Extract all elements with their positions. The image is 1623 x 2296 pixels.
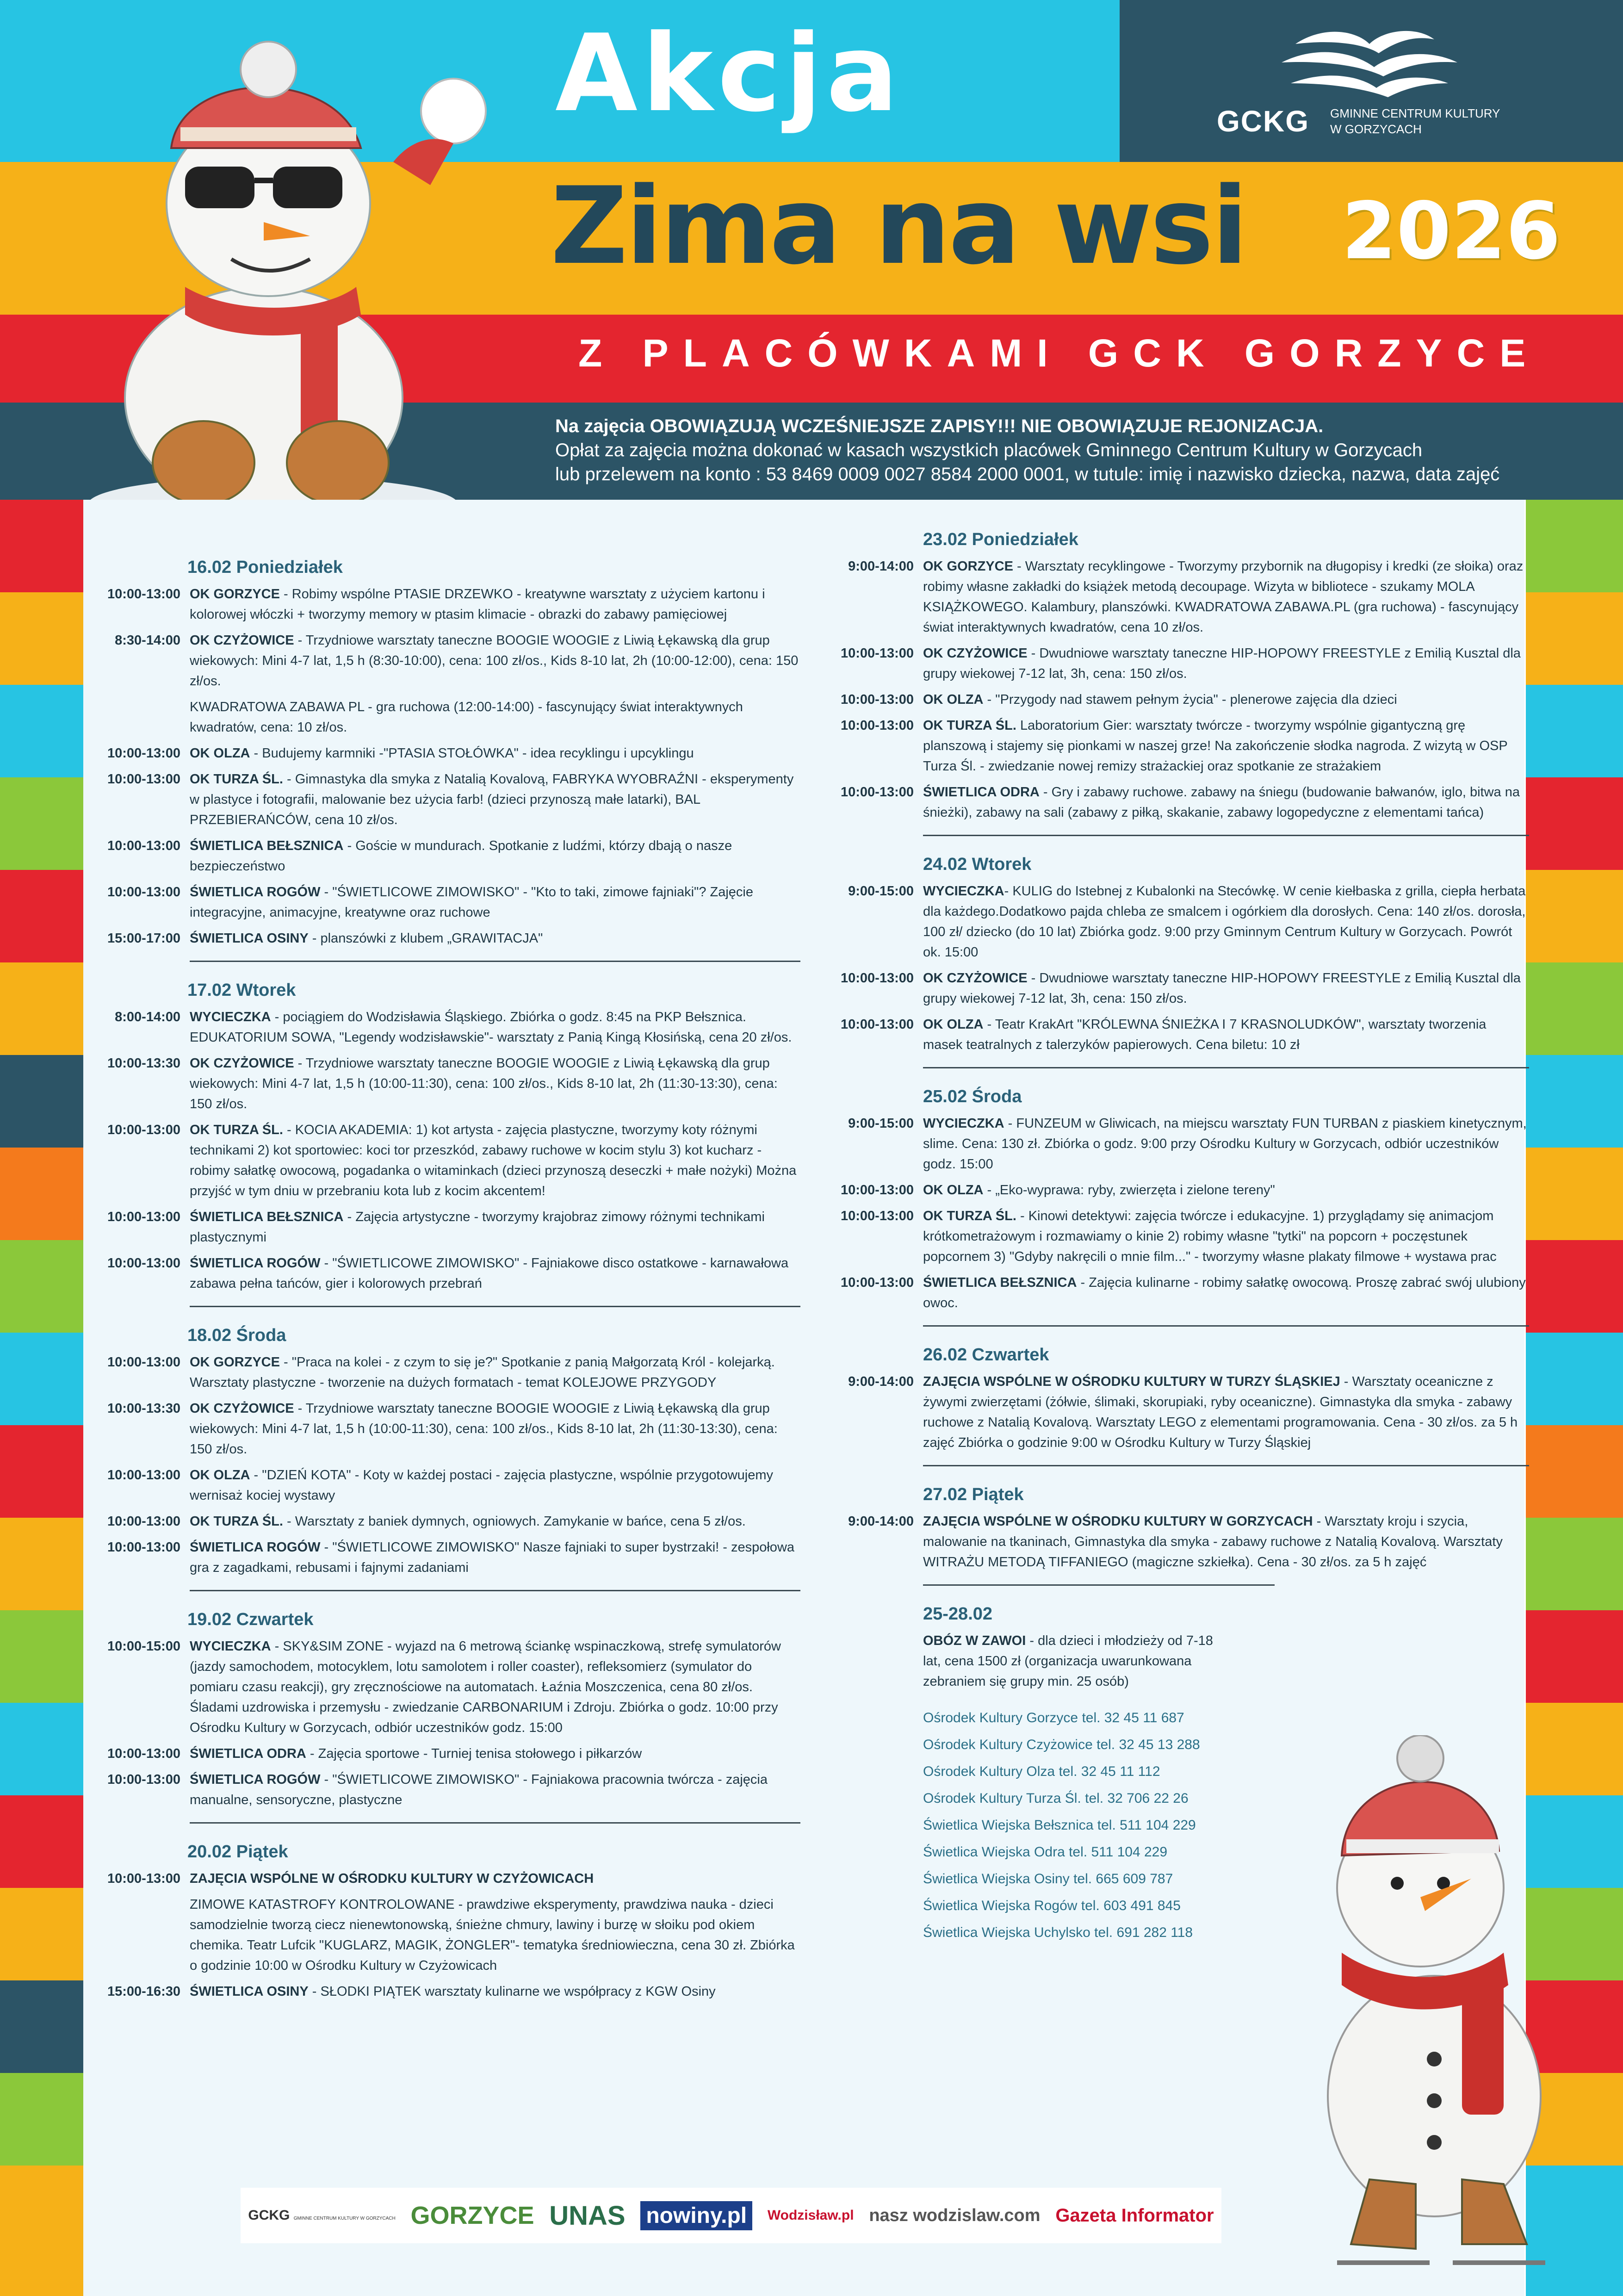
event bbox=[826, 715, 1529, 776]
event-time: 10:00-13:00 bbox=[107, 1210, 180, 1224]
stripe bbox=[0, 870, 83, 962]
day-heading: 18.02 Środa bbox=[187, 1326, 286, 1345]
stripe bbox=[0, 1518, 83, 1610]
day-heading: 20.02 Piątek bbox=[187, 1842, 288, 1862]
event-place: WYCIECZKA bbox=[190, 1639, 271, 1654]
contact-item: Ośrodek Kultury Czyżowice tel. 32 45 13 288 bbox=[923, 1737, 1200, 1752]
title-line2: Zima na wsi bbox=[551, 165, 1246, 288]
event-desc: - pociągiem do Wodzisławia Śląskiego. Zbiórka o godz. 8:45 na PKP Bełsznica. EDUKATORIUM SOWA, "Legendy wodzisławskie"- warsztaty z Panią Kingą Kłosińską, cena 20 zł/os. bbox=[190, 1010, 792, 1045]
event-desc: - Gry i zabawy ruchowe. zabawy na śniegu (budowanie bałwanów, iglo, bitwa na śnieżki), zabawy na sali (zabawy z piłką, skakanie, zabawy logopedyczne z elementami tańca) bbox=[923, 785, 1520, 820]
logo-wodzislaw: Wodzisław.pl bbox=[767, 2208, 854, 2223]
subtitle: Z PLACÓWKAMI GCK GORZYCE bbox=[578, 331, 1541, 375]
info-account: lub przelewem na konto : 53 8469 0009 0027 8584 2000 0001, w tutule: imię i nazwisko dziecka, nazwa, data zajęć bbox=[555, 464, 1500, 484]
event bbox=[826, 1631, 1529, 1692]
stripe bbox=[0, 500, 83, 592]
event-time: 9:00-14:00 bbox=[848, 1514, 914, 1529]
stripe bbox=[1526, 1518, 1623, 1610]
event-desc: - Zajęcia sportowe - Turniej tenisa stołowego i piłkarzów bbox=[306, 1746, 642, 1761]
event-place: OK GORZYCE bbox=[923, 559, 1013, 574]
event bbox=[93, 697, 800, 738]
event-desc: - Kinowi detektywi: zajęcia twórcze i edukacyjne. 1) przyglądamy się animacjom krótkometrażowym i rozmawiamy o kinie 2) robimy własne "tytki" na popcorn + poczęstunek popcornem 3) "Gdyby nakręcili o mnie film..." - tworzymy własne plakaty filmowe + wystawa prac bbox=[923, 1209, 1497, 1264]
day-heading: 24.02 Wtorek bbox=[923, 855, 1032, 874]
stripe bbox=[0, 685, 83, 777]
event bbox=[826, 689, 1529, 710]
event-place: OK OLZA bbox=[190, 1468, 250, 1483]
event-place: OK OLZA bbox=[923, 692, 984, 707]
stripe bbox=[0, 2166, 83, 2296]
event-place: ZAJĘCIA WSPÓLNE W OŚRODKU KULTURY W CZYŻOWICACH bbox=[190, 1871, 594, 1886]
event bbox=[826, 1511, 1529, 1572]
stripe bbox=[1526, 777, 1623, 870]
event bbox=[826, 1371, 1529, 1453]
event bbox=[93, 1120, 800, 1201]
event-place: OK CZYŻOWICE bbox=[923, 646, 1028, 661]
event bbox=[93, 1253, 800, 1294]
event-desc: - „Eko-wyprawa: ryby, zwierzęta i zielone tereny" bbox=[983, 1183, 1275, 1198]
contact-item: Świetlica Wiejska Odra tel. 511 104 229 bbox=[923, 1844, 1168, 1860]
stripe bbox=[1526, 1055, 1623, 1148]
day-heading: 19.02 Czwartek bbox=[187, 1610, 314, 1629]
event-place: OK CZYŻOWICE bbox=[190, 633, 294, 648]
org-name-line2: W GORZYCACH bbox=[1330, 122, 1422, 136]
event bbox=[93, 584, 800, 625]
event-desc: - FUNZEUM w Gliwicach, na miejscu warsztaty FUN TURBAN z piaskiem kinetycznym, slime. Cena: 130 zł. Zbiórka o godz. 9:00 przy Ośrodku Kultury w Gorzycach, odbiór uczestników godz. 15:00 bbox=[923, 1116, 1527, 1172]
event-time: 10:00-13:00 bbox=[107, 838, 180, 853]
event-time: 8:00-14:00 bbox=[115, 1010, 180, 1024]
title-line1: Akcja bbox=[555, 12, 903, 136]
event-place: ZAJĘCIA WSPÓLNE W OŚRODKU KULTURY W GORZYCACH bbox=[923, 1514, 1313, 1529]
stripe bbox=[0, 1795, 83, 1888]
stripe bbox=[1526, 1148, 1623, 1240]
event-time: 10:00-13:00 bbox=[107, 1355, 180, 1370]
event-place: OK CZYŻOWICE bbox=[190, 1401, 294, 1416]
event-place: WYCIECZKA bbox=[923, 884, 1004, 899]
event bbox=[826, 881, 1529, 962]
event-time: 10:00-13:00 bbox=[841, 1275, 914, 1290]
event-desc: - Warsztaty kroju i szycia, malowanie na tkaninach, Gimnastyka dla smyka - zabawy ruchowe z Natalią Kovalovą. Warsztaty WITRAŻU METODĄ TIFFANIEGO (magiczne szkiełka). Cena - 30 zł/os. za 5 h zajęć bbox=[923, 1514, 1503, 1570]
stripe bbox=[1526, 870, 1623, 962]
event-place: OK GORZYCE bbox=[190, 587, 280, 602]
event bbox=[93, 1053, 800, 1114]
event-place: OK TURZA ŚL. bbox=[923, 718, 1016, 733]
event-time: 10:00-13:00 bbox=[107, 1871, 180, 1886]
event-time: 10:00-13:00 bbox=[841, 1183, 914, 1198]
sponsor-logos bbox=[241, 2188, 1221, 2243]
event-place: WYCIECZKA bbox=[190, 1010, 271, 1024]
divider bbox=[923, 835, 1529, 836]
event bbox=[826, 1180, 1529, 1200]
skating-snowman-icon bbox=[1268, 1735, 1610, 2290]
event-desc: - Gimnastyka dla smyka z Natalią Kovalovą, FABRYKA WYOBRAŹNI - eksperymenty w plastyce i fotografii, malowanie bez użycia farb! (dzieci przynoszą małe latarki), BAL PRZEBIERAŃCÓW, cena 10 zł/os. bbox=[190, 772, 794, 827]
event-desc: - Warsztaty z baniek dymnych, ogniowych. Zamykanie w bańce, cena 5 zł/os. bbox=[283, 1514, 746, 1529]
divider bbox=[190, 1590, 800, 1591]
event-place: ŚWIETLICA OSINY bbox=[190, 1984, 309, 1999]
divider bbox=[190, 1306, 800, 1307]
stripe bbox=[1526, 1425, 1623, 1518]
event-time: 10:00-13:00 bbox=[841, 692, 914, 707]
stripe bbox=[0, 1148, 83, 1240]
event bbox=[93, 743, 800, 763]
event-time: 9:00-14:00 bbox=[848, 559, 914, 574]
event-desc: - Teatr KrakArt "KRÓLEWNA ŚNIEŻKA I 7 KRASNOLUDKÓW", warsztaty tworzenia masek teatralnych z talerzyków papierowych. Cena biletu: 10 zł bbox=[923, 1017, 1487, 1052]
event-time: 10:00-13:00 bbox=[107, 1540, 180, 1555]
logo-unas: UNAS bbox=[549, 2200, 626, 2231]
stripe bbox=[1526, 500, 1623, 592]
event bbox=[826, 643, 1529, 684]
event bbox=[93, 882, 800, 923]
event-desc: - Goście w mundurach. Spotkanie z ludźmi, którzy dbają o nasze bezpieczeństwo bbox=[190, 838, 732, 874]
event-time: 10:00-13:00 bbox=[107, 746, 180, 761]
event-place: OK OLZA bbox=[923, 1183, 984, 1198]
event-place: OK CZYŻOWICE bbox=[190, 1056, 294, 1071]
event-desc: - Warsztaty oceaniczne z żywymi zwierzętami (żółwie, ślimaki, skorupiaki, ryby oceaniczne). Gimnastyka dla smyka - zabawy ruchowe z Natalią Kovalovą. Warsztaty LEGO z elementami programowania. Cena - 30 zł/os. za 5 h zajęć Zbiórka o godzinie 9:00 w Ośrodku Kultury w Turzy Śląskiej bbox=[923, 1374, 1518, 1450]
stripe bbox=[0, 1610, 83, 1703]
stripe bbox=[0, 1333, 83, 1425]
event-time: 10:00-13:00 bbox=[841, 785, 914, 800]
event-time: 10:00-13:00 bbox=[107, 1123, 180, 1137]
stripe bbox=[0, 1888, 83, 1980]
logo-gorzyce: GORZYCE bbox=[410, 2202, 534, 2229]
event-place: ŚWIETLICA ROGÓW bbox=[190, 1256, 321, 1271]
contact-item: Świetlica Wiejska Rogów tel. 603 491 845 bbox=[923, 1898, 1181, 1913]
day-heading: 16.02 Poniedziałek bbox=[187, 558, 343, 577]
event-desc: KWADRATOWA ZABAWA PL - gra ruchowa (12:00-14:00) - fascynujący świat interaktywnych kwadratów, cena: 10 zł/os. bbox=[190, 700, 743, 735]
event-time: 10:00-13:00 bbox=[107, 772, 180, 787]
stripe bbox=[1526, 685, 1623, 777]
event-time: 15:00-17:00 bbox=[107, 931, 180, 946]
event-place: OK TURZA ŚL. bbox=[190, 1514, 283, 1529]
event-place: OK TURZA ŚL. bbox=[190, 772, 283, 787]
event bbox=[93, 1868, 800, 1889]
event bbox=[826, 782, 1529, 823]
event-desc: - "DZIEŃ KOTA" - Koty w każdej postaci - zajęcia plastyczne, wspólnie przygotowujemy wernisaż kociej wystawy bbox=[190, 1468, 774, 1503]
event bbox=[93, 1207, 800, 1247]
event-desc: - Warsztaty recyklingowe - Tworzymy przybornik na długopisy i kredki (ze słoika) oraz robimy własne zakładki do książek metodą decoupage. Wizyta w bibliotece - szukamy MOLA KSIĄŻKOWEGO. Kalambury, planszówki. KWADRATOWA ZABAWA.PL (gra ruchowa) - fascynujący świat interaktywnych kwadratów, cena 10 zł/os. bbox=[923, 559, 1524, 635]
org-name-line1: GMINNE CENTRUM KULTURY bbox=[1330, 106, 1500, 120]
event-desc: ZIMOWE KATASTROFY KONTROLOWANE - prawdziwe eksperymenty, prawdziwa nauka - dzieci samodzielnie tworzą ciecz nienewtonowską, śnieżne chmury, lawiny i burzę w słoiku pod okiem chemika. Teatr Lufcik "KUGLARZ, MAGIK, ŻONGLER"- tematyka średniowieczna, cena 30 zł. Zbiórka o godzinie 10:00 w Ośrodku Kultury w Czyżowicach bbox=[190, 1897, 795, 1973]
event-place: OK TURZA ŚL. bbox=[923, 1209, 1016, 1223]
info-block bbox=[555, 414, 1499, 486]
divider bbox=[923, 1465, 1529, 1466]
event-desc: - Budujemy karmniki -"PTASIA STOŁÓWKA" - idea recyklingu i upcyklingu bbox=[250, 746, 694, 761]
contact-item: Świetlica Wiejska Uchylsko tel. 691 282 118 bbox=[923, 1925, 1193, 1940]
stripe bbox=[0, 1425, 83, 1518]
contact-item: Świetlica Wiejska Bełsznica tel. 511 104 229 bbox=[923, 1818, 1196, 1833]
event-desc: - "Przygody nad stawem pełnym życia" - plenerowe zajęcia dla dzieci bbox=[983, 692, 1397, 707]
info-payment: Opłat za zajęcia można dokonać w kasach wszystkich placówek Gminnego Centrum Kultury w Gorzycach bbox=[555, 440, 1423, 460]
event bbox=[93, 1398, 800, 1459]
event bbox=[93, 1894, 800, 1976]
event bbox=[826, 968, 1529, 1009]
event-place: ŚWIETLICA OSINY bbox=[190, 931, 309, 946]
day-heading: 25-28.02 bbox=[923, 1604, 993, 1624]
logo-nowiny: nowiny.pl bbox=[640, 2201, 752, 2230]
divider bbox=[923, 1325, 1529, 1327]
stripe bbox=[0, 592, 83, 685]
event-desc: - Dwudniowe warsztaty taneczne HIP-HOPOWY FREESTYLE z Emilią Kusztal dla grupy wiekowej 7-12 lat, 3h, cena: 150 zł/os. bbox=[923, 971, 1521, 1006]
event-place: ŚWIETLICA ROGÓW bbox=[190, 1540, 321, 1555]
logo-nasz-wodzislaw: nasz wodzislaw.com bbox=[869, 2205, 1041, 2225]
event-desc: - Zajęcia kulinarne - robimy sałatkę owocową. Proszę zabrać swój ulubiony owoc. bbox=[923, 1275, 1526, 1310]
day-heading: 25.02 Środa bbox=[923, 1087, 1022, 1106]
day-heading: 27.02 Piątek bbox=[923, 1485, 1024, 1504]
stripe bbox=[1526, 1333, 1623, 1425]
stripe bbox=[0, 2073, 83, 2166]
event-time: 10:00-13:30 bbox=[107, 1401, 180, 1416]
event-desc: - Zajęcia artystyczne - tworzymy krajobraz zimowy różnymi technikami plastycznymi bbox=[190, 1210, 765, 1245]
event-desc: - "ŚWIETLICOWE ZIMOWISKO" - "Kto to taki, zimowe fajniaki"? Zajęcie integracyjne, animacyjne, kreatywne oraz ruchowe bbox=[190, 885, 753, 920]
event-desc: - dla dzieci i młodzieży od 7-18 lat, cena 1500 zł (organizacja uwarunkowana zebraniem się grupy min. 25 osób) bbox=[923, 1633, 1213, 1689]
event bbox=[826, 1206, 1529, 1267]
event-place: OK OLZA bbox=[190, 746, 250, 761]
event-desc: - KULIG do Istebnej z Kubalonki na Stecówkę. W cenie kiełbaska z grilla, ciepła herbata dla każdego.Dodatkowo pajda chleba ze smalcem i ogórkiem dla dorosłych. Cena: 140 zł/os. dorosła, 100 zł/ dziecko (do 10 lat) Zbiórka godz. 9:00 przy Gminnym Centrum Kultury w Gorzycach. Powrót ok. 15:00 bbox=[923, 884, 1526, 960]
event-time: 15:00-16:30 bbox=[107, 1984, 180, 1999]
event-time: 10:00-13:30 bbox=[107, 1056, 180, 1071]
event-desc: - planszówki z klubem „GRAWITACJA" bbox=[308, 931, 543, 946]
event bbox=[93, 1636, 800, 1738]
divider bbox=[190, 961, 800, 962]
event bbox=[93, 1465, 800, 1506]
stripe bbox=[0, 1980, 83, 2073]
stripe bbox=[0, 1703, 83, 1795]
event bbox=[93, 1352, 800, 1393]
event-time: 10:00-13:00 bbox=[841, 718, 914, 733]
event-place: WYCIECZKA bbox=[923, 1116, 1004, 1131]
event bbox=[826, 1014, 1529, 1055]
stripe bbox=[0, 1055, 83, 1148]
event-desc: - Trzydniowe warsztaty taneczne BOOGIE WOOGIE z Liwią Łękawską dla grup wiekowych: Mini 4-7 lat, 1,5 h (10:00-11:30), cena: 100 zł/os., Kids 8-10 lat, 2h (11:30-13:30), cena: 150 zł/os. bbox=[190, 1401, 778, 1457]
event bbox=[826, 1272, 1529, 1313]
event-desc: - "Praca na kolei - z czym to się je?" Spotkanie z panią Małgorzatą Król - kolejarką. Warsztaty plastyczne - tworzenie na dużych formatach - temat KOLEJOWE PRZYGODY bbox=[190, 1355, 775, 1390]
stripe bbox=[0, 962, 83, 1055]
event-desc: - "ŚWIETLICOWE ZIMOWISKO" - Fajniakowe disco ostatkowe - karnawałowa zabawa pełna tańców, gier i kolorowych przebrań bbox=[190, 1256, 789, 1291]
stripe bbox=[1526, 1240, 1623, 1333]
event-place: ŚWIETLICA ROGÓW bbox=[190, 885, 321, 900]
event-desc: - "ŚWIETLICOWE ZIMOWISKO" - Fajniakowa pracownia twórcza - zajęcia manualne, sensoryczne, plastyczne bbox=[190, 1772, 768, 1807]
contact-item: Świetlica Wiejska Osiny tel. 665 609 787 bbox=[923, 1871, 1173, 1886]
stripe bbox=[1526, 962, 1623, 1055]
event-time: 10:00-13:00 bbox=[107, 1468, 180, 1483]
event-desc: - Trzydniowe warsztaty taneczne BOOGIE WOOGIE z Liwią Łękawską dla grup wiekowych: Mini 4-7 lat, 1,5 h (8:30-10:00), cena: 100 zł/os., Kids 8-10 lat, 2h (10:00-12:00), cena: 150 zł/os. bbox=[190, 633, 799, 689]
contact-item: Ośrodek Kultury Gorzyce tel. 32 45 11 687 bbox=[923, 1710, 1184, 1725]
event-desc: - "ŚWIETLICOWE ZIMOWISKO" Nasze fajniaki to super bystrzaki! - zespołowa gra z zagadkami, rebusami i fajnymi zadaniami bbox=[190, 1540, 795, 1575]
event bbox=[826, 556, 1529, 638]
divider bbox=[923, 1067, 1529, 1068]
event bbox=[93, 630, 800, 691]
left-column bbox=[93, 558, 800, 2007]
day-heading: 26.02 Czwartek bbox=[923, 1345, 1049, 1365]
snowman-illustration-icon bbox=[79, 28, 495, 537]
contact-item: Ośrodek Kultury Turza Śl. tel. 32 706 22 26 bbox=[923, 1791, 1189, 1806]
event-time: 10:00-13:00 bbox=[841, 1017, 914, 1032]
event-time: 8:30-14:00 bbox=[115, 633, 180, 648]
event-desc: Laboratorium Gier: warsztaty twórcze - tworzymy wspólnie gigantyczną grę planszową i stajemy się pionkami w naszej grze! Na zakończenie słodka nagroda. Z wizytą w OSP Turza Śl. - zwiedzanie nowej remizy strażackiej oraz spotkanie ze strażakiem bbox=[923, 718, 1508, 774]
event-place: OBÓZ W ZAWOI bbox=[923, 1633, 1026, 1648]
event-time: 10:00-13:00 bbox=[841, 971, 914, 986]
event-desc: - Trzydniowe warsztaty taneczne BOOGIE WOOGIE z Liwią Łękawską dla grup wiekowych: Mini 4-7 lat, 1,5 h (10:00-11:30), cena: 100 zł/os., Kids 8-10 lat, 2h (11:30-13:30), cena: 150 zł/os. bbox=[190, 1056, 778, 1111]
event-desc: - SKY&SIM ZONE - wyjazd na 6 metrową ściankę wspinaczkową, strefę symulatorów (jazdy samochodem, motocyklem, lotu samolotem i roller coaster), refleksomierz (symulator do pomiaru czasu reakcji), gry zręcznościowe na automatach. Łaźnia Moszczenica, cena 80 zł/os. Śladami uzdrowiska i przemysłu - zwiedzanie CARBONARIUM i Zdroju. Zbiórka o godz. 10:00 przy Ośrodku Kultury w Gorzycach, odbiór uczestników godz. 15:00 bbox=[190, 1639, 781, 1735]
event-place: ŚWIETLICA ODRA bbox=[190, 1746, 306, 1761]
stripe bbox=[1526, 1610, 1623, 1703]
event-time: 10:00-13:00 bbox=[107, 1746, 180, 1761]
event-time: 9:00-15:00 bbox=[848, 884, 914, 899]
event bbox=[93, 1537, 800, 1578]
event-desc: - Dwudniowe warsztaty taneczne HIP-HOPOWY FREESTYLE z Emilią Kusztal dla grupy wiekowej 7-12 lat, 3h, cena: 150 zł/os. bbox=[923, 646, 1521, 681]
event-desc: - KOCIA AKADEMIA: 1) kot artysta - zajęcia plastyczne, tworzymy koty różnymi technikami 2) kot sportowiec: koci tor przeszkód, zabawy ruchowe w kocim stylu 3) kot kucharz - robimy sałatkę owocową, pogadanka o witaminkach (dzieci przynoszą deseczki + małe nożyki) Można przyjść w tym dniu w przebraniu kota lub z kocim akcentem! bbox=[190, 1123, 797, 1198]
stripe bbox=[1526, 592, 1623, 685]
event-time: 10:00-13:00 bbox=[107, 1772, 180, 1787]
event-place: ZAJĘCIA WSPÓLNE W OŚRODKU KULTURY W TURZY ŚLĄSKIEJ bbox=[923, 1374, 1340, 1389]
event-place: OK OLZA bbox=[923, 1017, 984, 1032]
event-time: 9:00-15:00 bbox=[848, 1116, 914, 1131]
gckg-fullname bbox=[1330, 105, 1500, 137]
event bbox=[93, 1511, 800, 1532]
gckg-label: GCKG bbox=[1217, 105, 1309, 138]
event-place: ŚWIETLICA ODRA bbox=[923, 785, 1040, 800]
event bbox=[93, 1007, 800, 1048]
logo-gckg: GCKG GMINNE CENTRUM KULTURY W GORZYCACH bbox=[248, 2208, 396, 2223]
event-place: ŚWIETLICA BEŁSZNICA bbox=[923, 1275, 1077, 1290]
event-time: 9:00-14:00 bbox=[848, 1374, 914, 1389]
event bbox=[93, 769, 800, 830]
logo-gazeta: Gazeta Informator bbox=[1055, 2205, 1214, 2226]
contact-item: Ośrodek Kultury Olza tel. 32 45 11 112 bbox=[923, 1764, 1160, 1779]
event-place: ŚWIETLICA BEŁSZNICA bbox=[190, 838, 344, 853]
event-time: 10:00-13:00 bbox=[841, 646, 914, 661]
divider bbox=[190, 1822, 800, 1824]
info-registration: Na zajęcia OBOWIĄZUJĄ WCZEŚNIEJSZE ZAPISY!!! NIE OBOWIĄZUJE REJONIZACJA. bbox=[555, 416, 1324, 436]
event bbox=[93, 1981, 800, 2002]
event-time: 10:00-13:00 bbox=[107, 1256, 180, 1271]
event-place: ŚWIETLICA ROGÓW bbox=[190, 1772, 321, 1787]
event-time: 10:00-13:00 bbox=[107, 1514, 180, 1529]
event bbox=[93, 928, 800, 949]
event bbox=[93, 836, 800, 876]
event-place: ŚWIETLICA BEŁSZNICA bbox=[190, 1210, 344, 1224]
event-time: 10:00-13:00 bbox=[107, 587, 180, 602]
event bbox=[93, 1744, 800, 1764]
day-heading: 23.02 Poniedziałek bbox=[923, 530, 1078, 549]
event-time: 10:00-15:00 bbox=[107, 1639, 180, 1654]
day-heading: 17.02 Wtorek bbox=[187, 980, 296, 1000]
event-place: OK TURZA ŚL. bbox=[190, 1123, 283, 1137]
divider bbox=[923, 1584, 1275, 1586]
event-desc: - SŁODKI PIĄTEK warsztaty kulinarne we współpracy z KGW Osiny bbox=[308, 1984, 716, 1999]
event-place: OK GORZYCE bbox=[190, 1355, 280, 1370]
stripe bbox=[0, 777, 83, 870]
event bbox=[826, 1113, 1529, 1174]
event bbox=[93, 1769, 800, 1810]
event-time: 10:00-13:00 bbox=[107, 885, 180, 900]
event-place: OK CZYŻOWICE bbox=[923, 971, 1028, 986]
event-desc: - Robimy wspólne PTASIE DRZEWKO - kreatywne warsztaty z użyciem kartonu i kolorowej włóczki + tworzymy memory w ptasim klimacie - obrazki do zabawy pamięciowej bbox=[190, 587, 765, 622]
event-time: 10:00-13:00 bbox=[841, 1209, 914, 1223]
stripe bbox=[0, 1240, 83, 1333]
title-year: 2026 bbox=[1342, 186, 1561, 277]
